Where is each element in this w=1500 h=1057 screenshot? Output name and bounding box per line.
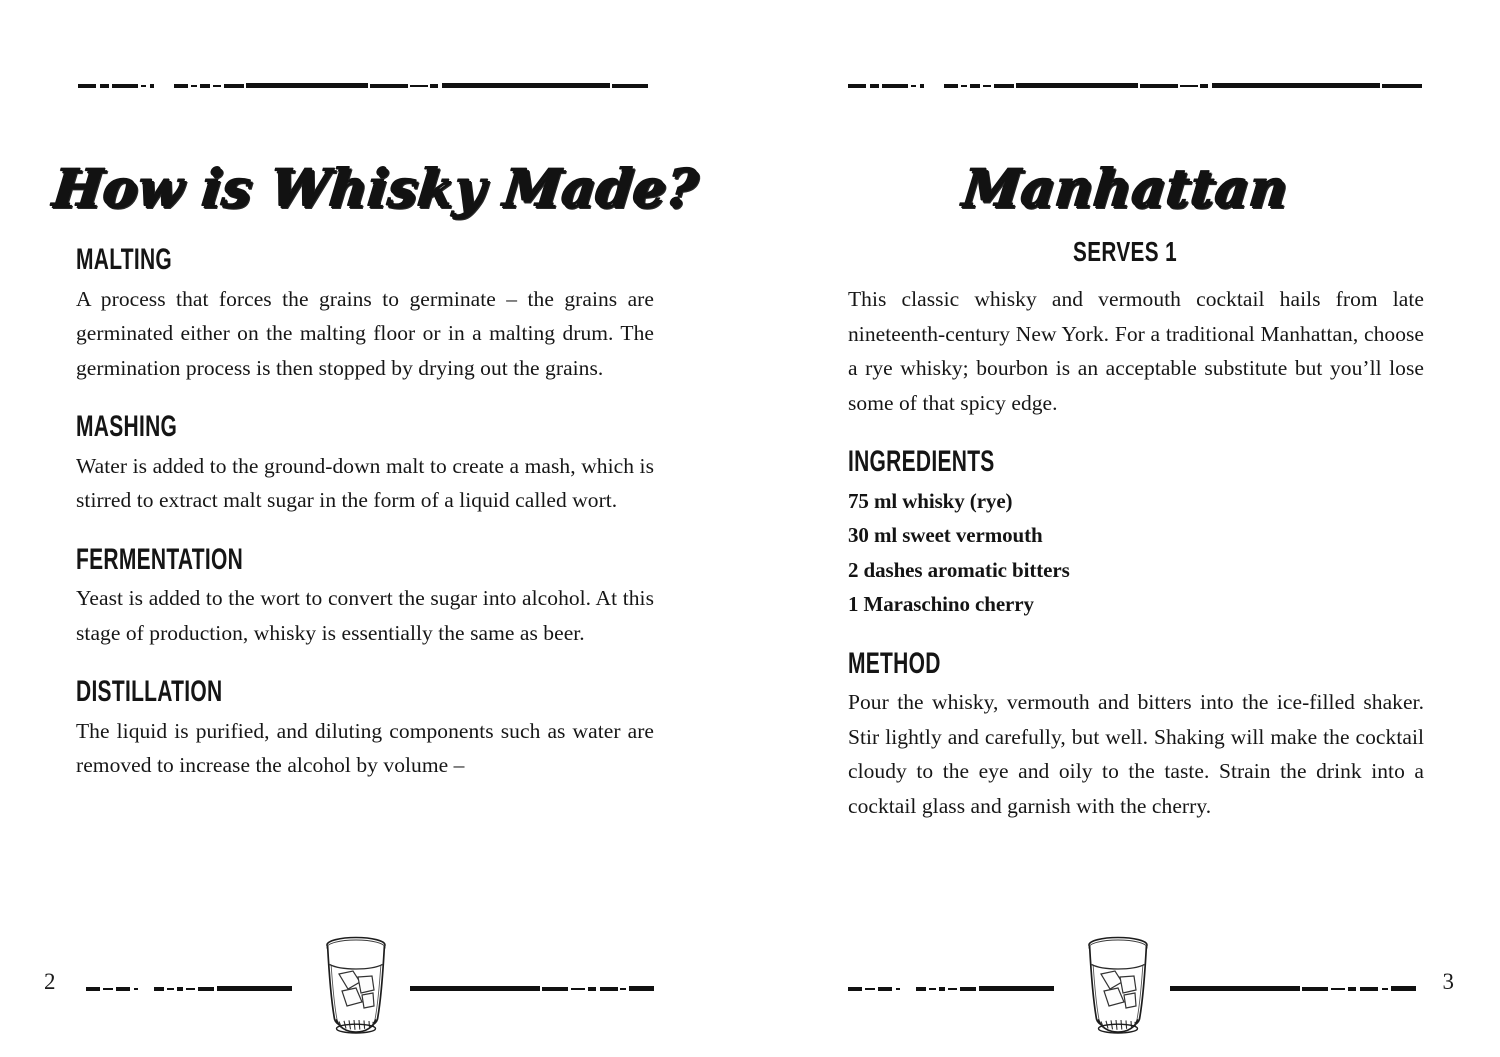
serves-label: SERVES 1 bbox=[1073, 236, 1177, 267]
method-body: Pour the whisky, vermouth and bitters into the ice-filled shaker. Stir lightly and carefully, but well. Shaking will make the cocktail cloudy to the eye and oily to the taste. Strain the drink into a cocktail glass and garnish with the cherry. bbox=[848, 690, 1424, 818]
section-heading-ingredients: INGREDIENTS bbox=[848, 445, 995, 478]
section-method bbox=[848, 648, 1424, 824]
header-rule-right bbox=[848, 82, 1424, 91]
whisky-tumbler-glass-icon bbox=[1080, 933, 1156, 1040]
footer-left bbox=[0, 937, 750, 1057]
section-body-malting: A process that forces the grains to germinate – the grains are germinated either on the malting floor or in a malting drum. The germination process is then stopped by drying out the grains. bbox=[76, 286, 654, 380]
right-page bbox=[750, 0, 1500, 1057]
section-body-mashing: Water is added to the ground-down malt to create a mash, which is stirred to extract malt sugar in the form of a liquid called wort. bbox=[76, 453, 654, 512]
list-item: 75 ml whisky (rye) bbox=[848, 488, 1013, 513]
list-item: 30 ml sweet vermouth bbox=[848, 523, 1043, 547]
section-distillation bbox=[76, 676, 654, 783]
page-number-left: 2 bbox=[44, 969, 56, 994]
header-rule-left bbox=[78, 82, 648, 91]
section-fermentation bbox=[76, 544, 654, 651]
left-page-content bbox=[76, 244, 654, 783]
recipe-intro-block bbox=[848, 282, 1424, 420]
section-body-fermentation: Yeast is added to the wort to convert the sugar into alcohol. At this stage of production, whisky is essentially the same as beer. bbox=[76, 586, 654, 645]
section-heading-fermentation: FERMENTATION bbox=[76, 542, 244, 576]
footer-rule-left-inner bbox=[86, 985, 292, 994]
page-title-right: Manhattan bbox=[959, 158, 1291, 219]
footer-rule-right-outer bbox=[1170, 985, 1416, 994]
section-heading-distillation: DISTILLATION bbox=[76, 675, 223, 708]
whisky-tumbler-glass-icon bbox=[318, 933, 394, 1040]
section-malting bbox=[76, 244, 654, 385]
section-heading-malting: MALTING bbox=[76, 243, 173, 276]
footer-right bbox=[750, 937, 1500, 1057]
section-ingredients bbox=[848, 446, 1424, 622]
page-title-left: How is Whisky Made? bbox=[49, 158, 701, 219]
section-mashing bbox=[76, 411, 654, 518]
recipe-intro: This classic whisky and vermouth cocktail hails from late nineteenth-century New York. For a traditional Manhattan, choose a rye whisky; bourbon is an acceptable substitute but you’ll lose some of that spicy edge. bbox=[848, 287, 1424, 415]
page-number-right: 3 bbox=[1442, 969, 1454, 994]
list-item: 1 Maraschino cherry bbox=[848, 592, 1034, 616]
right-page-content bbox=[848, 282, 1424, 823]
section-body-distillation: The liquid is purified, and diluting components such as water are removed to increase the alcohol by volume – bbox=[76, 718, 654, 777]
ingredients-list bbox=[848, 484, 1424, 622]
footer-rule-left-outer bbox=[410, 985, 654, 994]
footer-rule-right-inner bbox=[848, 985, 1054, 994]
list-item: 2 dashes aromatic bitters bbox=[848, 557, 1070, 582]
section-heading-method: METHOD bbox=[848, 646, 941, 680]
section-heading-mashing: MASHING bbox=[76, 410, 178, 443]
